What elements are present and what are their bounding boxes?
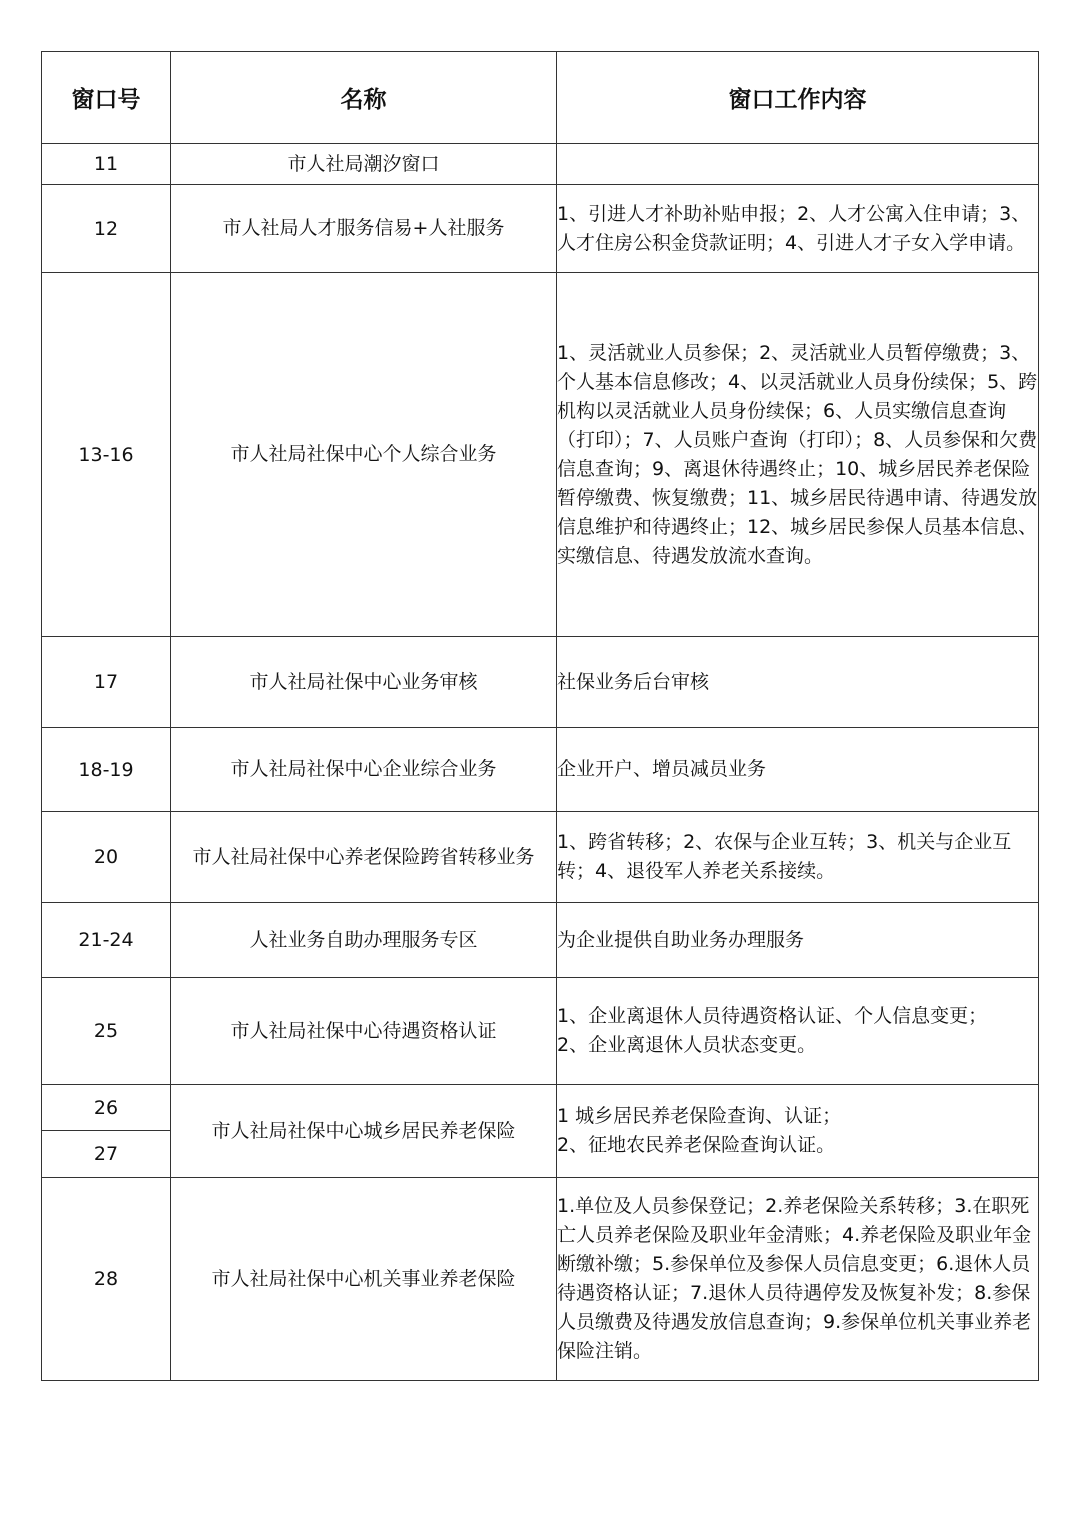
table-row bbox=[42, 637, 1039, 728]
window-number: 25 bbox=[42, 978, 171, 1085]
window-content: 1.单位及人员参保登记；2.养老保险关系转移；3.在职死亡人员养老保险及职业年金清账；4.养老保险及职业年金断缴补缴；5.参保单位及参保人员信息变更；6.退休人员待遇资格认证；7.退休人员待遇停发及恢复补发；8.参保人员缴费及待遇发放信息查询；9.参保单位机关事业养老保险注销。 bbox=[557, 1178, 1039, 1381]
window-name: 市人社局社保中心机关事业养老保险 bbox=[171, 1178, 557, 1381]
table-row bbox=[42, 812, 1039, 903]
window-number: 18-19 bbox=[42, 728, 171, 812]
header-work-content: 窗口工作内容 bbox=[557, 52, 1039, 144]
window-content: 企业开户、增员减员业务 bbox=[557, 728, 1039, 812]
table-row bbox=[42, 903, 1039, 978]
table-row bbox=[42, 1178, 1039, 1381]
window-content: 1、灵活就业人员参保；2、灵活就业人员暂停缴费；3、个人基本信息修改；4、以灵活就业人员身份续保；5、跨机构以灵活就业人员身份续保；6、人员实缴信息查询（打印）；7、人员账户查询（打印）；8、人员参保和欠费信息查询；9、离退休待遇终止；10、城乡居民养老保险暂停缴费、恢复缴费；11、城乡居民待遇申请、待遇发放信息维护和待遇终止；12、城乡居民参保人员基本信息、实缴信息、待遇发放流水查询。 bbox=[557, 273, 1039, 637]
header-window-number: 窗口号 bbox=[42, 52, 171, 144]
window-number: 26 bbox=[42, 1085, 171, 1131]
window-content: 社保业务后台审核 bbox=[557, 637, 1039, 728]
window-name: 市人社局社保中心城乡居民养老保险 bbox=[171, 1085, 557, 1178]
window-name: 市人社局社保中心企业综合业务 bbox=[171, 728, 557, 812]
header-name: 名称 bbox=[171, 52, 557, 144]
window-name: 市人社局社保中心待遇资格认证 bbox=[171, 978, 557, 1085]
window-number: 28 bbox=[42, 1178, 171, 1381]
window-number: 12 bbox=[42, 185, 171, 273]
window-number: 13-16 bbox=[42, 273, 171, 637]
window-name: 市人社局社保中心个人综合业务 bbox=[171, 273, 557, 637]
table-row bbox=[42, 185, 1039, 273]
window-content: 1、企业离退休人员待遇资格认证、个人信息变更； 2、企业离退休人员状态变更。 bbox=[557, 978, 1039, 1085]
service-window-table bbox=[41, 51, 1039, 1381]
window-content: 为企业提供自助业务办理服务 bbox=[557, 903, 1039, 978]
table-row bbox=[42, 1085, 1039, 1131]
window-name: 人社业务自助办理服务专区 bbox=[171, 903, 557, 978]
window-content: 1 城乡居民养老保险查询、认证； 2、征地农民养老保险查询认证。 bbox=[557, 1085, 1039, 1178]
window-name: 市人社局潮汐窗口 bbox=[171, 144, 557, 185]
table-row bbox=[42, 728, 1039, 812]
window-content: 1、引进人才补助补贴申报；2、人才公寓入住申请；3、人才住房公积金贷款证明；4、引进人才子女入学申请。 bbox=[557, 185, 1039, 273]
table-row bbox=[42, 273, 1039, 637]
window-number: 17 bbox=[42, 637, 171, 728]
table-row bbox=[42, 978, 1039, 1085]
table-header-row bbox=[42, 52, 1039, 144]
window-name: 市人社局社保中心养老保险跨省转移业务 bbox=[171, 812, 557, 903]
window-name: 市人社局人才服务信易+人社服务 bbox=[171, 185, 557, 273]
window-name: 市人社局社保中心业务审核 bbox=[171, 637, 557, 728]
window-number: 27 bbox=[42, 1131, 171, 1178]
window-number: 11 bbox=[42, 144, 171, 185]
window-content: 1、跨省转移；2、农保与企业互转；3、机关与企业互转；4、退役军人养老关系接续。 bbox=[557, 812, 1039, 903]
window-content bbox=[557, 144, 1039, 185]
window-number: 21-24 bbox=[42, 903, 171, 978]
window-number: 20 bbox=[42, 812, 171, 903]
table-row bbox=[42, 144, 1039, 185]
